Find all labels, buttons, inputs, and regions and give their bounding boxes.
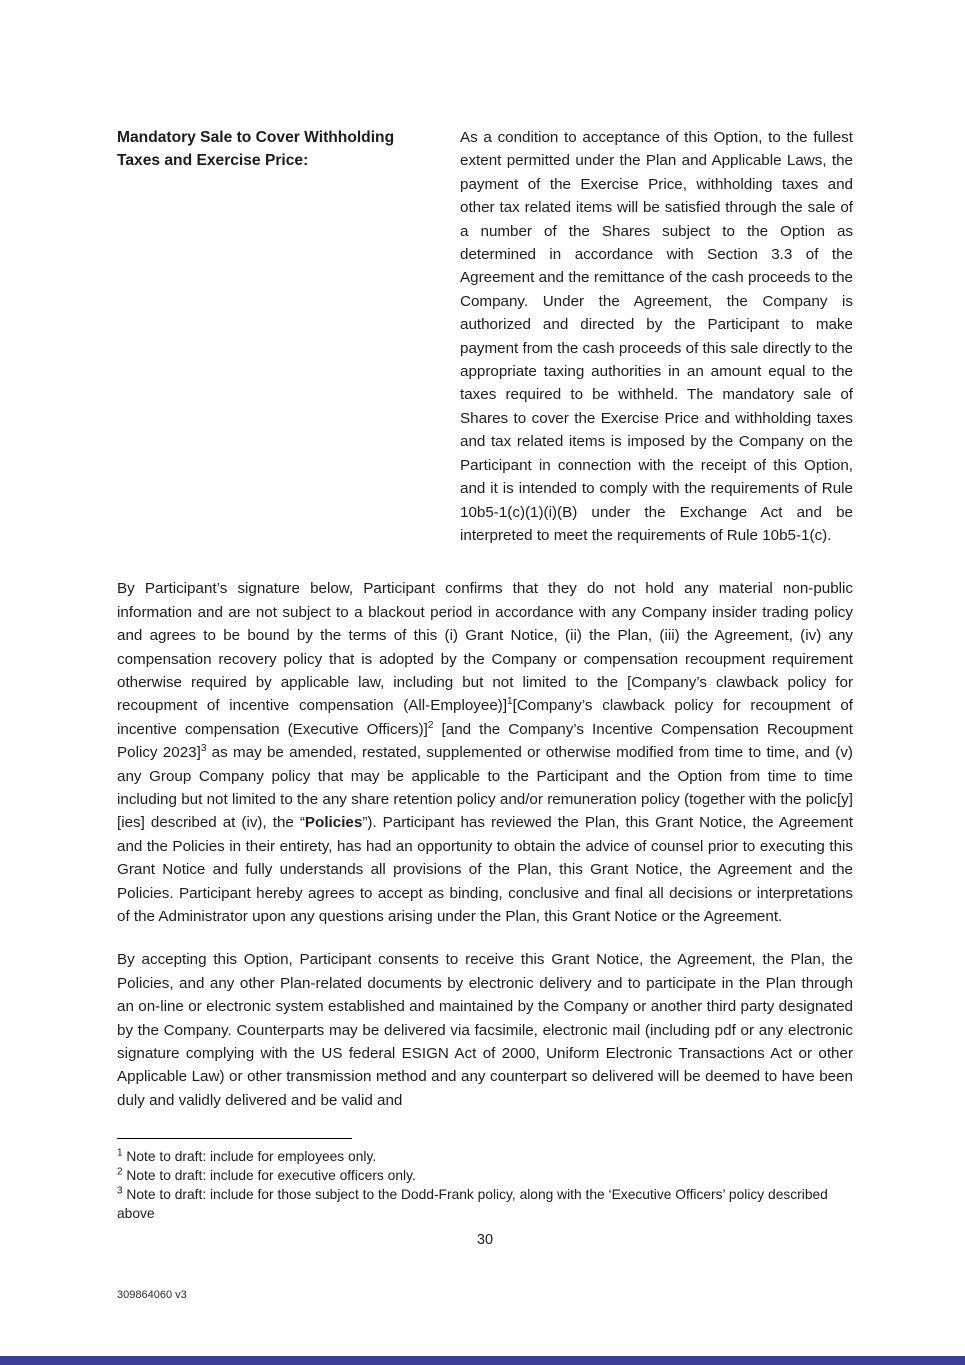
footnote-1-marker: 1	[117, 1147, 123, 1159]
footnote-ref-3: 3	[200, 743, 207, 755]
paragraph-text-segment: as may be amended, restated, supplemented or otherwise modified from time to time, and (v) any Group Company policy that may be applicable to the Participant and the Option from time to time including but not limited to the any share retention policy and/or remuneration policy (together with the polic[y][ies] described at (iv), the “	[117, 744, 853, 832]
footnote-2	[117, 1166, 853, 1185]
policies-bold-term: Policies	[304, 814, 363, 832]
definition-description: As a condition to acceptance of this Option, to the fullest extent permitted under the Plan and Applicable Laws, the payment of the Exercise Price, withholding taxes and other tax related items will be satisfied through the sale of a number of the Shares subject to the Option as determined in accordance with Section 3.3 of the Agreement and the remittance of the cash proceeds to the Company. Under the Agreement, the Company is authorized and directed by the Participant to make payment from the cash proceeds of this sale directly to the appropriate taxing authorities in an amount equal to the taxes required to be withheld. The mandatory sale of Shares to cover the Exercise Price and withholding taxes and tax related items is imposed by the Company on the Participant in connection with the receipt of this Option, and it is intended to comply with the requirements of Rule 10b5-1(c)(1)(i)(B) under the Exchange Act and be interpreted to meet the requirements of Rule 10b5-1(c).	[460, 129, 853, 544]
footnote-3-text: Note to draft: include for those subject to the Dodd-Frank policy, along with the ‘Executive Officers’ policy described above	[117, 1187, 828, 1222]
page-number: 30	[476, 1232, 494, 1249]
footnote-2-text: Note to draft: include for executive officers only.	[126, 1168, 416, 1184]
definition-term: Mandatory Sale to Cover Withholding Taxes and Exercise Price:	[117, 129, 395, 170]
footnote-separator-line	[117, 1138, 352, 1139]
paragraph-text-segment: By Participant’s signature below, Participant confirms that they do not hold any material non-public information and are not subject to a blackout period in accordance with any Company insider trading policy and agrees to be bound by the terms of this (i) Grant Notice, (ii) the Plan, (iii) the Agreement, (iv) any compensation recovery policy that is adopted by the Company or compensation recoupment requirement otherwise required by applicable law, including but not limited to the [Company’s clawback policy for recoupment of incentive compensation (All-Employee)]	[117, 580, 853, 715]
paragraph-text-segment: [Company’s clawback policy for recoupment of incentive compensation (Executive Officers)]	[117, 697, 853, 738]
paragraph-signature-confirmation	[117, 577, 853, 928]
footnote-ref-2: 2	[427, 719, 434, 731]
footnote-ref-1: 1	[507, 696, 513, 708]
footnotes-section	[117, 1138, 853, 1223]
paragraph-electronic-delivery: By accepting this Option, Participant consents to receive this Grant Notice, the Agreement, the Plan, the Policies, and any other Plan-related documents by electronic delivery and to participate in the Plan through an on-line or electronic system established and maintained by the Company or another third party designated by the Company. Counterparts may be delivered via facsimile, electronic mail (including pdf or any electronic signature complying with the US federal ESIGN Act of 2000, Uniform Electronic Transactions Act or other Applicable Law) or other transmission method and any counterpart so delivered will be deemed to have been duly and validly delivered and be valid and	[117, 951, 853, 1109]
paragraph-text-segment: ”). Participant has reviewed the Plan, this Grant Notice, the Agreement and the Policies in their entirety, has had an opportunity to obtain the advice of counsel prior to executing this Grant Notice and fully understands all provisions of the Plan, this Grant Notice, the Agreement and the Policies. Participant hereby agrees to accept as binding, conclusive and final all decisions or interpretations of the Administrator upon any questions arising under the Plan, this Grant Notice or the Agreement.	[117, 814, 853, 925]
definition-row	[117, 126, 853, 547]
paragraph-text-segment: [and the Company’s Incentive Compensation Recoupment Policy 2023]	[117, 720, 854, 762]
footnote-3	[117, 1185, 853, 1223]
footnote-3-marker: 3	[117, 1185, 123, 1197]
bottom-edge-bar	[0, 1356, 965, 1365]
document-id: 309864060 v3	[117, 1289, 187, 1301]
footnote-1	[117, 1147, 853, 1166]
footnote-2-marker: 2	[117, 1166, 123, 1178]
footnote-1-text: Note to draft: include for employees only.	[126, 1149, 377, 1165]
